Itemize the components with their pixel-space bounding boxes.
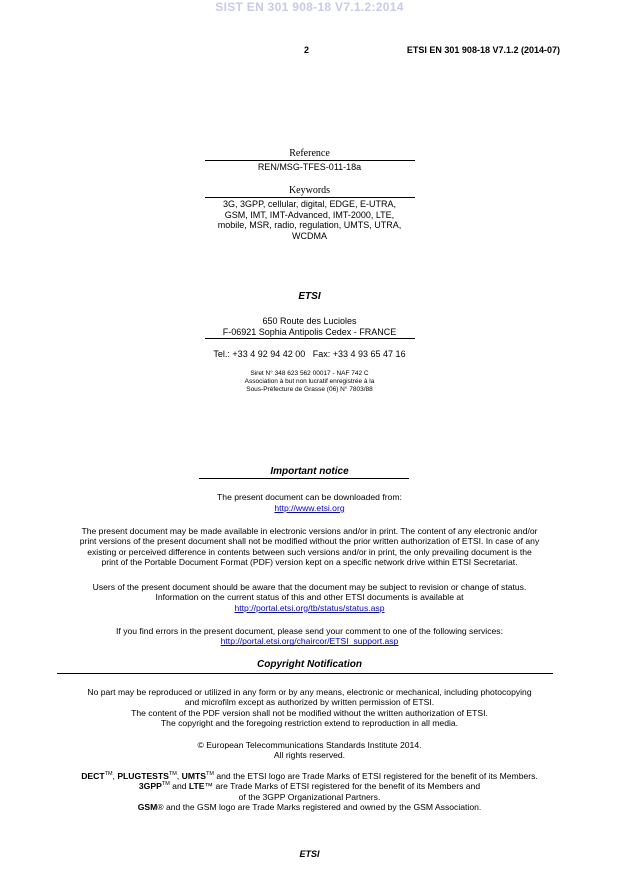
support-link[interactable]: http://portal.etsi.org/chaircor/ETSI_support.asp	[220, 636, 399, 647]
page-number: 2	[304, 45, 310, 55]
address-line: 650 Route des Lucioles	[262, 316, 357, 326]
3gpp-mark: 3GPP	[138, 781, 162, 792]
notice-paragraph-1	[0, 526, 619, 567]
plugtests-mark: PLUGTESTS	[117, 771, 169, 781]
lte-mark: LTE	[188, 781, 205, 792]
trademark-line-4: GSM® and the GSM logo are Trade Marks registered and owned by the GSM Association.	[137, 801, 482, 812]
notice-paragraph-2	[0, 582, 619, 613]
keywords-rule	[205, 197, 415, 198]
paragraph-line: If you find errors in the present document, please send your comment to one of the following services:	[116, 626, 503, 636]
notice-paragraph-3	[0, 626, 619, 647]
copyright-line: © European Telecommunications Standards Institute 2014.	[197, 740, 422, 750]
trademark-line-2: 3GPP™ and LTE™ are Trade Marks of ETSI registered for the benefit of its Members and	[138, 781, 481, 792]
trademark-line-1: DECT™, PLUGTESTS™, UMTS™ and the ETSI logo are Trade Marks of ETSI registered for the benefit of its Members.	[81, 771, 538, 781]
copyright-paragraph	[0, 687, 619, 728]
keywords-line: mobile, MSR, radio, regulation, UMTS, UTRA,	[217, 220, 402, 231]
trademarks	[0, 771, 619, 812]
dect-mark: DECT	[81, 771, 105, 781]
etsi-name: ETSI	[298, 291, 321, 302]
legal-info	[0, 370, 619, 394]
paragraph-line: existing or perceived difference in contents between such versions and/or in print, the only prevailing document is the	[87, 546, 532, 557]
keywords-line: 3G, 3GPP, cellular, digital, EDGE, E-UTRA,	[223, 199, 396, 209]
paragraph-line: print versions of the present document shall not be modified without the prior written authorization of ETSI. In case of any	[79, 536, 540, 547]
legal-line: Sous-Préfecture de Grasse (06) N° 7803/88	[246, 386, 373, 393]
document-id: ETSI EN 301 908-18 V7.1.2 (2014-07)	[406, 45, 560, 55]
reference-label: Reference	[289, 148, 330, 159]
download-text: The present document can be downloaded from:	[217, 492, 402, 502]
paragraph-line: print of the Portable Document Format (PDF) version kept on a specific network drive within ETSI Secretariat.	[101, 556, 518, 567]
copyright-title: Copyright Notification	[257, 659, 362, 670]
keywords-line: WCDMA	[292, 230, 327, 241]
address-rule	[205, 338, 415, 339]
legal-line: Siret N° 348 623 562 00017 - NAF 742 C	[250, 370, 369, 377]
status-link[interactable]: http://portal.etsi.org/tb/status/status.asp	[234, 602, 385, 613]
copyright-line: All rights reserved.	[273, 750, 346, 761]
keywords-list	[0, 199, 619, 241]
paragraph-line: Users of the present document should be aware that the document may be subject to revision or change of status.	[92, 582, 527, 592]
address	[0, 316, 619, 337]
reference-value: REN/MSG-TFES-011-18a	[257, 162, 362, 172]
etsi-website-link[interactable]: http://www.etsi.org	[274, 503, 345, 513]
trademark-line-3: of the 3GPP Organizational Partners.	[238, 791, 381, 802]
gsm-mark: GSM	[137, 801, 158, 812]
important-notice-title: Important notice	[270, 466, 349, 477]
watermark: SIST EN 301 908-18 V7.1.2:2014	[215, 0, 404, 14]
reference-rule	[205, 160, 415, 161]
address-line: F-06921 Sophia Antipolis Cedex - FRANCE	[222, 326, 397, 337]
copyright-rule	[57, 673, 553, 674]
paragraph-line: Information on the current status of this and other ETSI documents is available at	[155, 592, 464, 603]
footer-etsi: ETSI	[299, 849, 320, 859]
keywords-line: GSM, IMT, IMT-Advanced, IMT-2000, LTE,	[224, 209, 395, 220]
notice-rule	[199, 478, 409, 479]
paragraph-line: The copyright and the foregoing restriction extend to reproduction in all media.	[160, 717, 459, 728]
keywords-label: Keywords	[288, 185, 331, 196]
copyright-statement	[0, 740, 619, 761]
phone-fax: Tel.: +33 4 92 94 42 00 Fax: +33 4 93 65 47 16	[213, 349, 406, 359]
paragraph-line: and microfilm except as authorized by written permission of ETSI.	[184, 697, 435, 708]
paragraph-line: The present document may be made available in electronic versions and/or in print. The content of any electronic and/or	[81, 526, 538, 536]
paragraph-line: The content of the PDF version shall not be modified without the written authorization of ETSI.	[131, 707, 488, 718]
legal-line: Association à but non lucratif enregistrée à la	[244, 378, 375, 385]
paragraph-line: No part may be reproduced or utilized in any form or by any means, electronic or mechanical, including photocopying	[87, 687, 532, 697]
umts-mark: UMTS	[181, 771, 206, 781]
